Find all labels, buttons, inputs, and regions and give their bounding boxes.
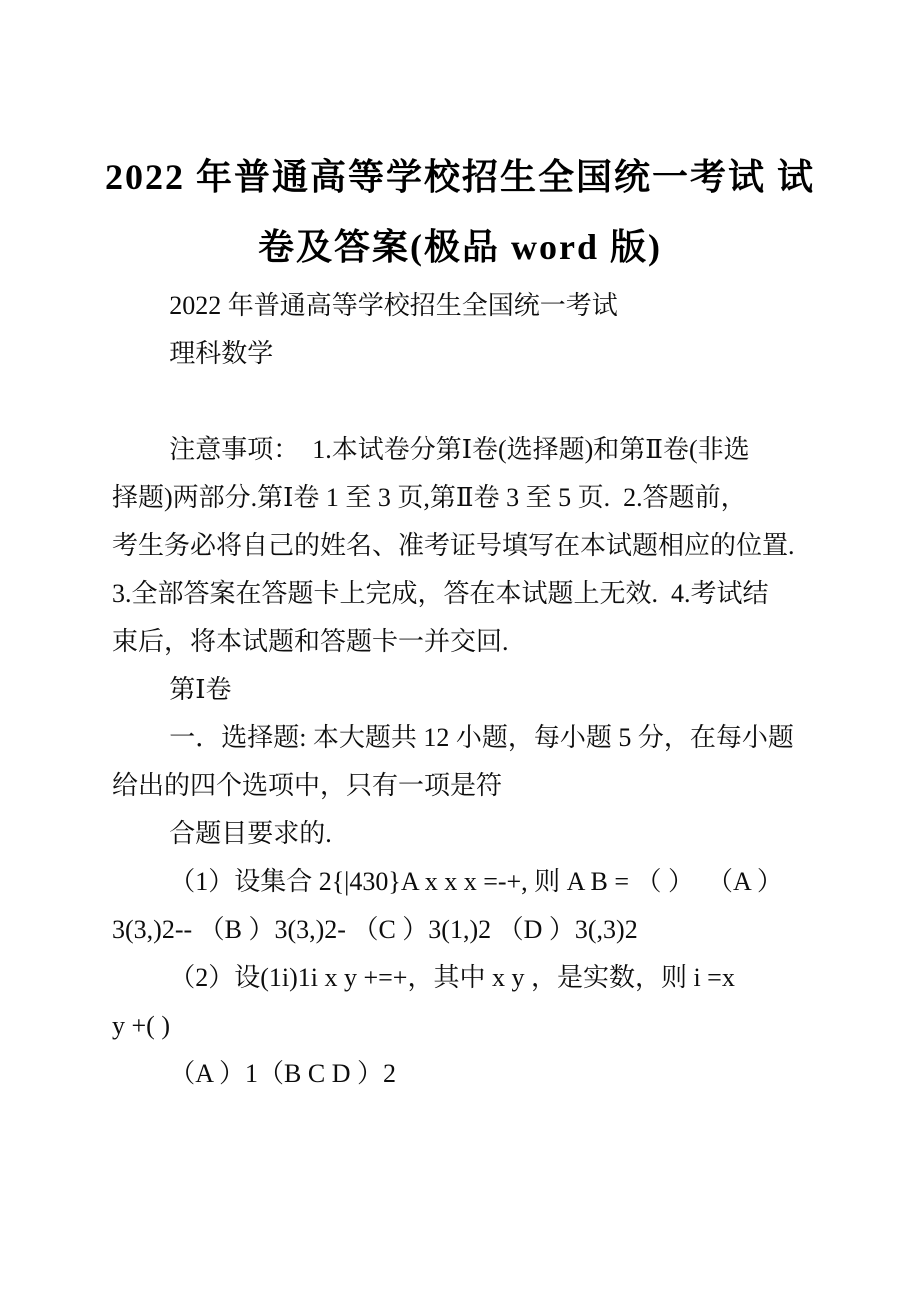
text-line-notice-3: 考生务必将自己的姓名、准考证号填写在本试题相应的位置. (112, 531, 795, 560)
text-line-question-2-opts: （A ）1（B C D ）2 (169, 1059, 396, 1088)
text-line-question-1: （1）设集合 2{|430}A x x x =-+, 则 A B = （ ） （A ） (169, 867, 783, 896)
document-title (0, 142, 920, 282)
title-line-1: 2022 年普通高等学校招生全国统一考试 试 (104, 157, 815, 197)
text-line-question-1-opts: 3(3,)2-- （B ）3(3,)2- （C ）3(1,)2 （D ）3(,3)2 (112, 915, 638, 944)
text-line-exam-name: 2022 年普通高等学校招生全国统一考试 (169, 291, 618, 320)
text-line-notice-4: 3.全部答案在答题卡上完成，答在本试题上无效. 4.考试结 (112, 579, 769, 608)
title-line-2: 卷及答案(极品 word 版) (258, 227, 662, 267)
text-line-notice-1: 注意事项： 1.本试卷分第Ⅰ卷(选择题)和第Ⅱ卷(非选 (169, 435, 750, 464)
text-line-notice-2: 择题)两部分.第Ⅰ卷 1 至 3 页,第Ⅱ卷 3 至 5 页. 2.答题前， (112, 483, 747, 512)
text-line-notice-5: 束后，将本试题和答题卡一并交回. (112, 627, 509, 656)
text-line-section-2: 给出的四个选项中，只有一项是符 (112, 771, 503, 800)
text-line-question-2-cont: y +( ) (112, 1011, 170, 1040)
text-line-question-2: （2）设(1i)1i x y +=+，其中 x y ，是实数，则 i =x (169, 963, 735, 992)
document-body (112, 282, 808, 1098)
text-line-section-3: 合题目要求的. (169, 819, 332, 848)
text-line-section-1: 一．选择题: 本大题共 12 小题，每小题 5 分，在每小题 (169, 723, 794, 752)
text-line-volume-1: 第Ⅰ卷 (169, 675, 232, 704)
text-line-blank (112, 378, 808, 426)
text-line-subject: 理科数学 (169, 339, 274, 368)
